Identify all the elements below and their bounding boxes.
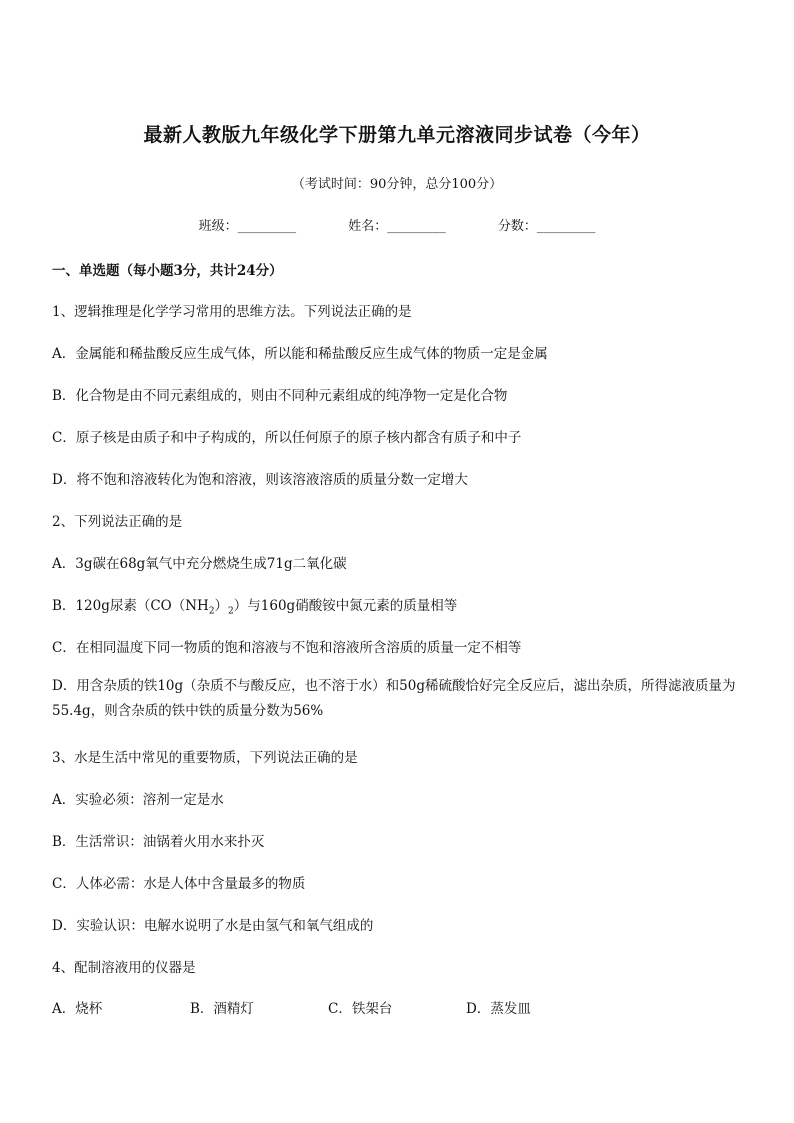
question-1-stem: 1、逻辑推理是化学学习常用的思维方法。下列说法正确的是 [52, 304, 412, 320]
question-1-option-d: D．将不饱和溶液转化为饱和溶液，则该溶液溶质的质量分数一定增大 [52, 472, 468, 488]
question-4-options [52, 997, 531, 1017]
class-field: 班级：_________ [198, 219, 297, 234]
question-4-option-d: D．蒸发皿 [466, 1001, 531, 1017]
q2b-sub1: 2 [208, 606, 215, 617]
name-field: 姓名：_________ [348, 219, 446, 234]
question-3-option-c: C．人体必需：水是人体中含量最多的物质 [52, 876, 306, 892]
question-3-option-b: B．生活常识：油锅着火用水来扑灭 [52, 834, 265, 850]
q2b-sub2: 2 [228, 606, 234, 617]
question-1-option-b: B．化合物是由不同元素组成的，则由不同种元素组成的纯净物一定是化合物 [52, 388, 508, 404]
q2b-post: ）与160g硝酸铵中氮元素的质量相等 [233, 598, 458, 614]
student-info-row [0, 215, 794, 234]
question-1-option-a: A．金属能和稀盐酸反应生成气体，所以能和稀盐酸反应生成气体的物质一定是金属 [52, 346, 548, 362]
q2b-pre: B．120g尿素（CO（NH [52, 598, 209, 614]
question-2-option-b [52, 594, 457, 617]
question-4-option-b: B．酒精灯 [190, 1001, 254, 1017]
score-field: 分数：_________ [497, 219, 596, 234]
question-3-stem: 3、水是生活中常见的重要物质，下列说法正确的是 [52, 750, 358, 766]
question-1-option-c: C．原子核是由质子和中子构成的，所以任何原子的原子核内都含有质子和中子 [52, 430, 522, 446]
question-2-option-c: C．在相同温度下同一物质的饱和溶液与不饱和溶液所含溶质的质量一定不相等 [52, 640, 522, 656]
question-3-option-a: A．实验必须：溶剂一定是水 [52, 792, 224, 808]
q2b-mid: ） [214, 598, 229, 614]
question-4-option-a: A．烧杯 [52, 1001, 103, 1017]
question-2-option-a: A．3g碳在68g氧气中充分燃烧生成71g二氧化碳 [52, 556, 347, 572]
section-heading: 一、单选题（每小题3分，共计24分） [52, 263, 283, 279]
question-2-option-d: D．用含杂质的铁10g（杂质不与酸反应，也不溶于水）和50g稀硫酸恰好完全反应后，滤出杂质，所得滤液质量为55.4g，则含杂质的铁中铁的质量分数为56% [52, 678, 736, 719]
question-3-option-d: D．实验认识：电解水说明了水是由氢气和氧气组成的 [52, 918, 374, 934]
exam-time-note: （考试时间：90分钟，总分100分） [291, 177, 503, 192]
question-4-option-c: C．铁架台 [328, 1001, 393, 1017]
question-4-stem: 4、配制溶液用的仪器是 [52, 960, 196, 976]
page-title: 最新人教版九年级化学下册第九单元溶液同步试卷（今年） [143, 124, 651, 146]
question-2-stem: 2、下列说法正确的是 [52, 514, 183, 530]
